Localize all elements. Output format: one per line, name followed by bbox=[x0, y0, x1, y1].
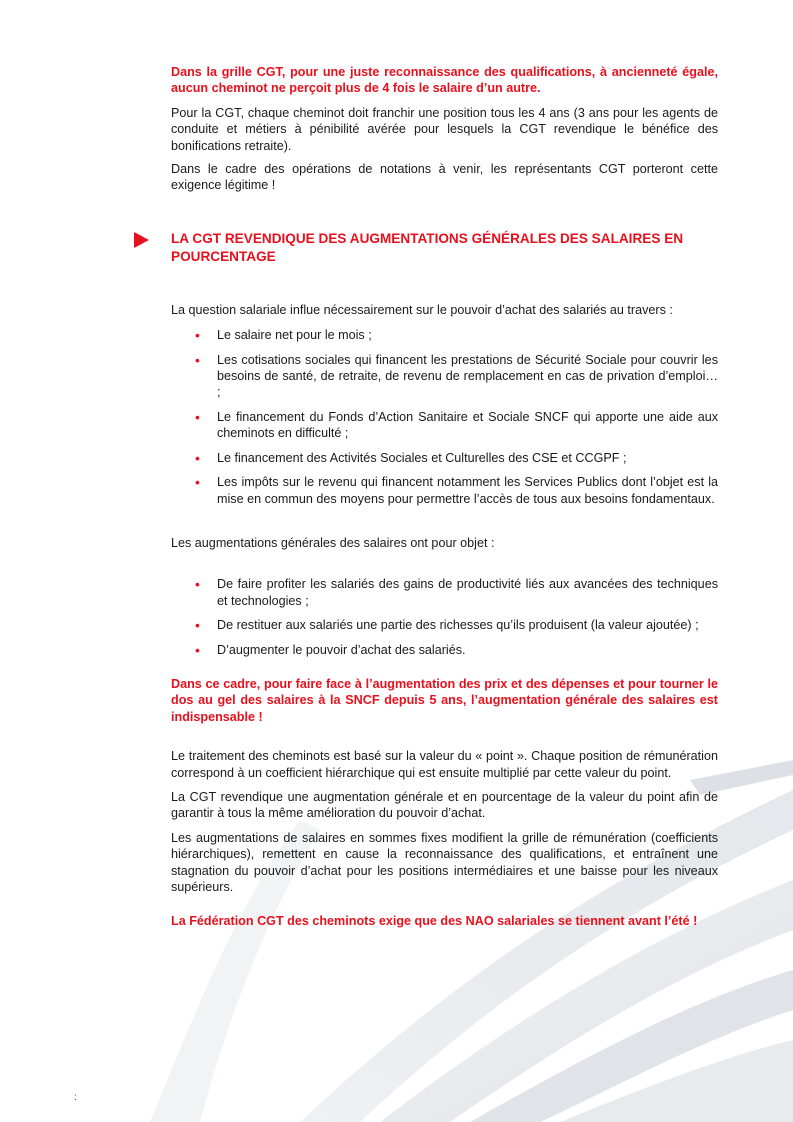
list-item: • D’augmenter le pouvoir d’achat des salariés. bbox=[195, 641, 466, 658]
bullet-icon: • bbox=[195, 641, 200, 658]
list-salary-impact bbox=[171, 327, 718, 507]
paragraph-point-value: Le traitement des cheminots est basé sur la valeur du « point ». Chaque position de rémunération correspond à un coefficient hiérarchique qui est ensuite multiplié par cette valeur du point. bbox=[171, 749, 718, 780]
nao-demand-statement: La Fédération CGT des cheminots exige que des NAO salariales se tiennent avant l’été ! bbox=[171, 914, 698, 929]
list-item: • Le financement du Fonds d’Action Sanitaire et Sociale SNCF qui apporte une aide aux cheminots en difficulté ; bbox=[195, 408, 718, 441]
salary-freeze-statement: Dans ce cadre, pour faire face à l’augmentation des prix et des dépenses et pour tourner le dos au gel des salaires à la SNCF depuis 5 ans, l’augmentation générale des salaires est indispensable ! bbox=[171, 676, 718, 724]
paragraph-position: Pour la CGT, chaque cheminot doit franchir une position tous les 4 ans (3 ans pour les agents de conduite et métiers à pénibilité avérée pour lesquels la CGT revendique le bénéfice des bonifications retraite). bbox=[171, 105, 718, 153]
paragraph-intro-salary: La question salariale influe nécessairement sur le pouvoir d’achat des salariés au travers : bbox=[171, 302, 673, 317]
bullet-icon: • bbox=[195, 327, 200, 344]
bullet-icon: • bbox=[195, 617, 200, 634]
triangle-arrow-icon bbox=[134, 232, 149, 248]
bullet-icon: • bbox=[195, 474, 200, 491]
bullet-icon: • bbox=[195, 449, 200, 466]
list-objectives bbox=[171, 576, 718, 658]
section-heading bbox=[171, 230, 718, 266]
list-item: • Les impôts sur le revenu qui financent notamment les Services Publics dont l’objet est la mise en commun des moyens pour permettre l’accès de tous aux besoins fondamentaux. bbox=[195, 474, 718, 506]
paragraph-intro-objectives: Les augmentations générales des salaires ont pour objet : bbox=[171, 535, 495, 550]
list-item: • Le financement des Activités Sociales et Culturelles des CSE et CCGPF ; bbox=[195, 449, 627, 466]
list-item: • De restituer aux salariés une partie des richesses qu’ils produisent (la valeur ajoutée) ; bbox=[195, 617, 699, 634]
document-body bbox=[171, 64, 718, 930]
qualification-statement: Dans la grille CGT, pour une juste reconnaissance des qualifications, à ancienneté égale, aucun cheminot ne perçoit plus de 4 fois le salaire d’un autre. bbox=[171, 65, 718, 96]
section-heading-text: LA CGT REVENDIQUE DES AUGMENTATIONS GÉNÉRALES DES SALAIRES EN POURCENTAGE bbox=[171, 230, 684, 264]
list-item: • De faire profiter les salariés des gains de productivité liés aux avancées des techniques et technologies ; bbox=[195, 576, 718, 608]
bullet-icon: • bbox=[195, 576, 200, 593]
list-item: • Le salaire net pour le mois ; bbox=[195, 327, 372, 344]
paragraph-fixed-sums: Les augmentations de salaires en sommes fixes modifient la grille de rémunération (coefficients hiérarchiques), remettent en cause la reconnaissance des qualifications, et entraînent une stagnation du pouvoir d’achat pour les positions intermédiaires et une baisse pour les niveaux supérieurs. bbox=[171, 830, 718, 894]
paragraph-notations: Dans le cadre des opérations de notations à venir, les représentants CGT porteront cette exigence légitime ! bbox=[171, 162, 718, 193]
page-number-mark: : bbox=[74, 1092, 77, 1103]
list-item: • Les cotisations sociales qui financent les prestations de Sécurité Sociale pour couvrir les besoins de santé, de retraite, de revenu de remplacement en cas de privation d’emploi… ; bbox=[195, 351, 718, 400]
bullet-icon: • bbox=[195, 408, 200, 425]
paragraph-percentage-demand: La CGT revendique une augmentation générale et en pourcentage de la valeur du point afin de garantir à tous la même amélioration du pouvoir d’achat. bbox=[171, 789, 718, 821]
bullet-icon: • bbox=[195, 351, 200, 368]
